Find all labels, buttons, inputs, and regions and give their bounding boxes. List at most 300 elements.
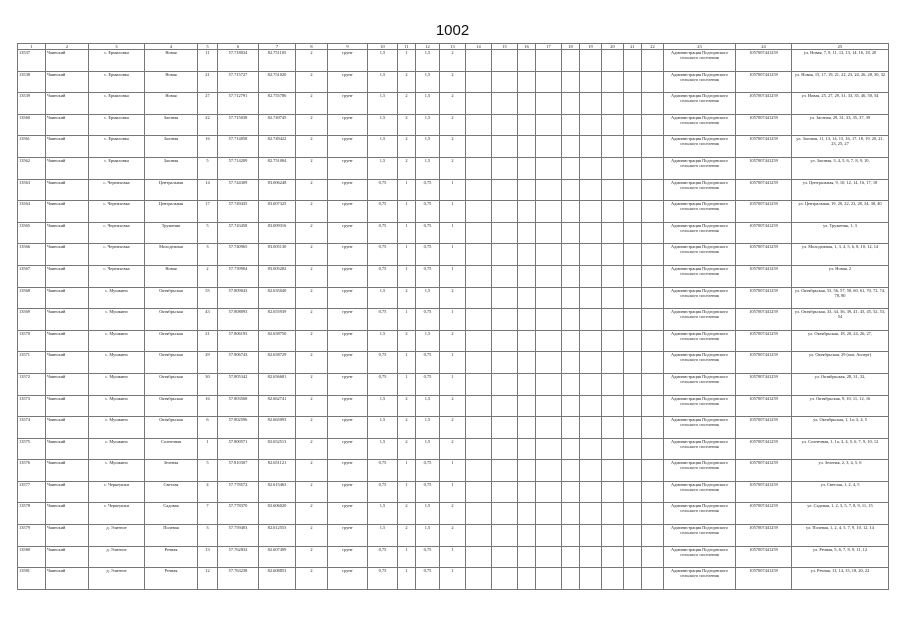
column-number-13: 13 (440, 44, 466, 50)
table-cell-col-4: Новая (145, 71, 198, 93)
table-cell-col-19 (580, 503, 602, 525)
table-cell-col-21 (624, 287, 642, 309)
table-cell-col-23: Администрация Подгорнского сельского поселения (664, 71, 736, 93)
table-cell-col-12: 0,75 (416, 460, 440, 482)
table-cell-col-11: 1 (398, 222, 416, 244)
table-cell-col-22 (642, 136, 664, 158)
table-cell-col-22 (642, 179, 664, 201)
table-cell-col-15 (492, 50, 518, 72)
column-number-10: 10 (368, 44, 398, 50)
table-cell-col-24: 1057007441259 (736, 244, 792, 266)
table-cell-col-20 (602, 503, 624, 525)
table-cell-col-14 (466, 373, 492, 395)
table-cell-col-5: 12 (198, 568, 218, 590)
table-cell-col-8: 2 (296, 395, 328, 417)
table-cell-col-23: Администрация Подгорнского сельского поселения (664, 265, 736, 287)
table-cell-col-17 (536, 114, 562, 136)
page-number: 1002 (435, 22, 470, 39)
table-cell-col-24: 1057007441259 (736, 481, 792, 503)
table-cell-col-9: грунт (328, 287, 368, 309)
table-cell-col-16 (518, 352, 536, 374)
table-cell-col-21 (624, 136, 642, 158)
table-cell-col-24: 1057007441259 (736, 525, 792, 547)
table-cell-col-13: 2 (440, 287, 466, 309)
table-cell-col-15 (492, 460, 518, 482)
table-cell-col-9: грунт (328, 222, 368, 244)
table-cell-col-13: 2 (440, 417, 466, 439)
table-cell-col-4: Октябрьская (145, 287, 198, 309)
table-cell-col-16 (518, 330, 536, 352)
table-cell-col-3: с. Мушкино (89, 438, 145, 460)
table-cell-col-21 (624, 179, 642, 201)
table-row (18, 330, 889, 352)
table-cell-col-21 (624, 546, 642, 568)
column-number-12: 12 (416, 44, 440, 50)
table-cell-col-15 (492, 114, 518, 136)
table-cell-col-18 (562, 157, 580, 179)
table-cell-col-24: 1057007441259 (736, 222, 792, 244)
table-cell-col-11: 1 (398, 179, 416, 201)
table-cell-col-20 (602, 546, 624, 568)
table-cell-col-12: 1,5 (416, 438, 440, 460)
table-cell-col-10: 1,5 (368, 114, 398, 136)
table-cell-col-23: Администрация Подгорнского сельского поселения (664, 309, 736, 331)
table-cell-col-3: с. Мушкино (89, 287, 145, 309)
table-cell-col-19 (580, 395, 602, 417)
table-cell-col-15 (492, 330, 518, 352)
table-cell-col-10: 1,5 (368, 50, 398, 72)
table-cell-col-25: ул. Новая, 25, 27, 29, 31, 33, 35, 46, 50, 54 (792, 93, 889, 115)
table-cell-col-9: грунт (328, 481, 368, 503)
table-cell-col-3: с. Ермиловка (89, 50, 145, 72)
table-cell-col-2: Чаинский (46, 568, 89, 590)
table-cell-col-8: 2 (296, 179, 328, 201)
table-cell-col-16 (518, 395, 536, 417)
table-cell-col-4: Молодежная (145, 244, 198, 266)
table-cell-col-2: Чаинский (46, 93, 89, 115)
table-cell-col-14 (466, 417, 492, 439)
table-cell-col-17 (536, 50, 562, 72)
table-cell-col-10: 0,75 (368, 201, 398, 223)
table-cell-col-14 (466, 50, 492, 72)
table-cell-col-12: 1,5 (416, 330, 440, 352)
table-cell-col-6: 57.763238 (218, 568, 259, 590)
table-cell-col-4: Заозная (145, 114, 198, 136)
table-cell-col-9: грунт (328, 525, 368, 547)
table-cell-col-19 (580, 222, 602, 244)
table-row (18, 287, 889, 309)
table-cell-col-5: 43 (198, 309, 218, 331)
table-cell-col-5: 11 (198, 50, 218, 72)
table-cell-col-13: 2 (440, 330, 466, 352)
table-cell-col-9: грунт (328, 157, 368, 179)
table-cell-col-3: с. Мушкино (89, 395, 145, 417)
table-cell-col-20 (602, 525, 624, 547)
table-cell-col-16 (518, 201, 536, 223)
table-cell-col-18 (562, 309, 580, 331)
table-cell-col-14 (466, 287, 492, 309)
table-cell-col-23: Администрация Подгорнского сельского поселения (664, 525, 736, 547)
table-row (18, 568, 889, 590)
table-cell-col-15 (492, 395, 518, 417)
table-cell-col-25: ул. Октябрьская, 28, 31, 32, (792, 373, 889, 395)
table-row (18, 460, 889, 482)
table-cell-col-11: 2 (398, 136, 416, 158)
table-cell-col-6: 57.778572 (218, 481, 259, 503)
table-cell-col-21 (624, 352, 642, 374)
table-cell-col-3: с. Мушкино (89, 330, 145, 352)
table-cell-col-25: ул. Октябрьская, 33, 34, 36, 39, 41, 43, 45, 52, 53, 54 (792, 309, 889, 331)
table-cell-col-15 (492, 136, 518, 158)
table-cell-col-25: ул. Полевая, 1, 2, 4, 5, 7, 9, 10, 12, 14 (792, 525, 889, 547)
table-cell-col-21 (624, 503, 642, 525)
table-cell-col-23: Администрация Подгорнского сельского поселения (664, 395, 736, 417)
table-cell-col-18 (562, 438, 580, 460)
table-cell-col-19 (580, 114, 602, 136)
table-cell-col-19 (580, 309, 602, 331)
table-cell-col-15 (492, 546, 518, 568)
table-cell-col-18 (562, 503, 580, 525)
table-cell-col-20 (602, 395, 624, 417)
table-cell-col-9: грунт (328, 438, 368, 460)
table-cell-col-21 (624, 373, 642, 395)
table-cell-col-1: 13577 (18, 481, 46, 503)
table-cell-col-6: 57.715727 (218, 71, 259, 93)
table-cell-col-13: 1 (440, 244, 466, 266)
table-cell-col-15 (492, 373, 518, 395)
table-cell-col-1: 13563 (18, 179, 46, 201)
table-cell-col-19 (580, 93, 602, 115)
column-number-20: 20 (602, 44, 624, 50)
table-cell-col-3: с. Черемховка (89, 201, 145, 223)
table-cell-col-25: ул. Новая, 15, 17, 19, 21, 22, 23, 24, 26, 28, 30, 32 (792, 71, 889, 93)
table-cell-col-18 (562, 50, 580, 72)
table-cell-col-18 (562, 373, 580, 395)
table-cell-col-22 (642, 373, 664, 395)
table-cell-col-16 (518, 265, 536, 287)
table-cell-col-10: 0,75 (368, 265, 398, 287)
table-cell-col-5: 1 (198, 438, 218, 460)
table-cell-col-17 (536, 244, 562, 266)
table-cell-col-2: Чаинский (46, 417, 89, 439)
table-cell-col-14 (466, 71, 492, 93)
table-cell-col-25: ул. Речная, 5, 6, 7, 8, 9, 11, 12 (792, 546, 889, 568)
column-number-14: 14 (466, 44, 492, 50)
table-cell-col-16 (518, 546, 536, 568)
table-cell-col-22 (642, 438, 664, 460)
table-cell-col-7: 82.608853 (259, 568, 296, 590)
table-cell-col-12: 0,75 (416, 222, 440, 244)
table-cell-col-2: Чаинский (46, 244, 89, 266)
table-cell-col-21 (624, 438, 642, 460)
table-cell-col-5: 7 (198, 503, 218, 525)
table-cell-col-2: Чаинский (46, 438, 89, 460)
table-cell-col-4: Новая (145, 50, 198, 72)
column-number-9: 9 (328, 44, 368, 50)
table-cell-col-2: Чаинский (46, 373, 89, 395)
table-cell-col-24: 1057007441259 (736, 201, 792, 223)
table-cell-col-6: 57.744309 (218, 179, 259, 201)
table-cell-col-24: 1057007441259 (736, 114, 792, 136)
table-cell-col-10: 1,5 (368, 287, 398, 309)
table-cell-col-16 (518, 481, 536, 503)
table-cell-col-25: ул. Октябрьская, 1, 1а, 3, 4, 5 (792, 417, 889, 439)
table-cell-col-8: 2 (296, 136, 328, 158)
table-cell-col-21 (624, 114, 642, 136)
table-cell-col-3: с. Черемховка (89, 244, 145, 266)
table-cell-col-19 (580, 157, 602, 179)
table-cell-col-11: 1 (398, 50, 416, 72)
column-number-7: 7 (259, 44, 296, 50)
table-cell-col-23: Администрация Подгорнского сельского поселения (664, 373, 736, 395)
table-cell-col-17 (536, 201, 562, 223)
table-cell-col-14 (466, 265, 492, 287)
table-cell-col-1: 13564 (18, 201, 46, 223)
table-row (18, 395, 889, 417)
table-cell-col-24: 1057007441259 (736, 71, 792, 93)
table-row (18, 546, 889, 568)
table-cell-col-8: 2 (296, 330, 328, 352)
table-cell-col-22 (642, 525, 664, 547)
table-cell-col-14 (466, 546, 492, 568)
table-cell-col-24: 1057007441259 (736, 330, 792, 352)
table-cell-col-18 (562, 481, 580, 503)
column-number-25: 25 (792, 44, 889, 50)
column-number-6: 6 (218, 44, 259, 50)
table-cell-col-21 (624, 222, 642, 244)
table-cell-col-3: с. Мушкино (89, 373, 145, 395)
table-cell-col-15 (492, 71, 518, 93)
table-cell-col-12: 1,5 (416, 50, 440, 72)
table-cell-col-7: 82.749745 (259, 114, 296, 136)
table-cell-col-21 (624, 93, 642, 115)
table-cell-col-23: Администрация Подгорнского сельского поселения (664, 417, 736, 439)
table-cell-col-23: Администрация Подгорнского сельского поселения (664, 136, 736, 158)
table-cell-col-18 (562, 525, 580, 547)
table-cell-col-5: 55 (198, 287, 218, 309)
table-cell-col-14 (466, 179, 492, 201)
table-cell-col-18 (562, 330, 580, 352)
table-cell-col-3: с. Мушкино (89, 309, 145, 331)
table-cell-col-7: 82.615463 (259, 481, 296, 503)
table-cell-col-16 (518, 71, 536, 93)
table-cell-col-12: 0,75 (416, 546, 440, 568)
table-cell-col-1: 13537 (18, 50, 46, 72)
table-cell-col-22 (642, 244, 664, 266)
registry-table (17, 43, 889, 590)
table-cell-col-22 (642, 568, 664, 590)
table-cell-col-21 (624, 330, 642, 352)
table-cell-col-12: 0,75 (416, 373, 440, 395)
table-cell-col-16 (518, 136, 536, 158)
table-cell-col-13: 2 (440, 71, 466, 93)
table-cell-col-3: с. Ермиловка (89, 114, 145, 136)
table-cell-col-10: 0,75 (368, 546, 398, 568)
table-cell-col-19 (580, 373, 602, 395)
table-cell-col-20 (602, 71, 624, 93)
table-cell-col-17 (536, 481, 562, 503)
table-cell-col-8: 2 (296, 460, 328, 482)
table-cell-col-20 (602, 136, 624, 158)
column-number-3: 3 (89, 44, 145, 50)
table-cell-col-14 (466, 309, 492, 331)
table-cell-col-9: грунт (328, 373, 368, 395)
table-cell-col-1: 13579 (18, 525, 46, 547)
table-cell-col-4: Центральная (145, 201, 198, 223)
table-row (18, 438, 889, 460)
table-cell-col-9: грунт (328, 136, 368, 158)
table-cell-col-11: 1 (398, 352, 416, 374)
table-cell-col-12: 1,5 (416, 395, 440, 417)
column-number-18: 18 (562, 44, 580, 50)
table-cell-col-17 (536, 330, 562, 352)
table-cell-col-6: 57.718034 (218, 50, 259, 72)
table-cell-col-25: ул. Светлая, 1, 2, 4, 5 (792, 481, 889, 503)
table-cell-col-12: 1,5 (416, 136, 440, 158)
table-cell-col-20 (602, 93, 624, 115)
table-cell-col-19 (580, 352, 602, 374)
table-cell-col-24: 1057007441259 (736, 309, 792, 331)
table-cell-col-15 (492, 287, 518, 309)
table-cell-col-5: 3 (198, 525, 218, 547)
table-cell-col-10: 0,75 (368, 179, 398, 201)
table-cell-col-18 (562, 460, 580, 482)
table-cell-col-1: 13576 (18, 460, 46, 482)
table-cell-col-12: 1,5 (416, 503, 440, 525)
table-cell-col-20 (602, 201, 624, 223)
table-cell-col-5: 30 (198, 373, 218, 395)
table-cell-col-1: 13539 (18, 93, 46, 115)
table-cell-col-21 (624, 50, 642, 72)
table-cell-col-21 (624, 481, 642, 503)
table-cell-col-8: 2 (296, 222, 328, 244)
table-cell-col-16 (518, 222, 536, 244)
table-cell-col-11: 1 (398, 481, 416, 503)
table-cell-col-5: 14 (198, 179, 218, 201)
table-cell-col-7: 82.652513 (259, 438, 296, 460)
table-cell-col-15 (492, 525, 518, 547)
table-cell-col-13: 2 (440, 395, 466, 417)
table-cell-col-6: 57.759403 (218, 525, 259, 547)
table-cell-col-8: 2 (296, 265, 328, 287)
table-cell-col-7: 82.607499 (259, 546, 296, 568)
table-cell-col-23: Администрация Подгорнского сельского поселения (664, 201, 736, 223)
table-cell-col-25: ул. Садовая, 1, 2, 3, 5, 7, 8, 9, 11, 15 (792, 503, 889, 525)
table-cell-col-2: Чаинский (46, 136, 89, 158)
table-cell-col-1: 13578 (18, 503, 46, 525)
table-cell-col-8: 2 (296, 50, 328, 72)
table-cell-col-10: 0,75 (368, 481, 398, 503)
column-number-24: 24 (736, 44, 792, 50)
table-cell-col-10: 1,5 (368, 503, 398, 525)
table-cell-col-7: 82.651121 (259, 460, 296, 482)
table-cell-col-2: Чаинский (46, 71, 89, 93)
table-cell-col-22 (642, 201, 664, 223)
table-cell-col-20 (602, 265, 624, 287)
table-cell-col-20 (602, 481, 624, 503)
table-cell-col-4: Октябрьская (145, 352, 198, 374)
table-cell-col-19 (580, 417, 602, 439)
table-cell-col-13: 2 (440, 525, 466, 547)
table-cell-col-10: 1,5 (368, 395, 398, 417)
table-cell-col-3: с. Ермиловка (89, 157, 145, 179)
table-cell-col-23: Администрация Подгорнского сельского поселения (664, 244, 736, 266)
table-cell-col-5: 16 (198, 395, 218, 417)
column-number-21: 21 (624, 44, 642, 50)
table-cell-col-15 (492, 438, 518, 460)
table-cell-col-6: 57.749435 (218, 201, 259, 223)
table-cell-col-16 (518, 309, 536, 331)
table-cell-col-2: Чаинский (46, 265, 89, 287)
table-cell-col-7: 82.612553 (259, 525, 296, 547)
table-row (18, 309, 889, 331)
table-cell-col-19 (580, 525, 602, 547)
table-cell-col-4: Октябрьская (145, 309, 198, 331)
table-cell-col-10: 1,5 (368, 157, 398, 179)
table-cell-col-16 (518, 568, 536, 590)
table-cell-col-17 (536, 525, 562, 547)
table-cell-col-21 (624, 157, 642, 179)
table-cell-col-11: 2 (398, 438, 416, 460)
table-cell-col-17 (536, 179, 562, 201)
table-cell-col-10: 1,5 (368, 71, 398, 93)
table-cell-col-19 (580, 287, 602, 309)
table-cell-col-9: грунт (328, 309, 368, 331)
table-cell-col-13: 1 (440, 309, 466, 331)
table-cell-col-20 (602, 373, 624, 395)
table-cell-col-7: 82.658729 (259, 352, 296, 374)
table-cell-col-3: с. Черемховка (89, 222, 145, 244)
table-cell-col-16 (518, 50, 536, 72)
table-cell-col-7: 82.751105 (259, 50, 296, 72)
table-cell-col-11: 2 (398, 93, 416, 115)
table-cell-col-7: 82.755786 (259, 93, 296, 115)
table-cell-col-15 (492, 201, 518, 223)
table-cell-col-18 (562, 265, 580, 287)
table-cell-col-14 (466, 157, 492, 179)
table-cell-col-20 (602, 222, 624, 244)
table-cell-col-15 (492, 179, 518, 201)
table-cell-col-8: 2 (296, 525, 328, 547)
table-cell-col-25: ул. Центральная, 9, 10, 12, 14, 16, 17, 18 (792, 179, 889, 201)
table-cell-col-8: 2 (296, 201, 328, 223)
table-cell-col-20 (602, 244, 624, 266)
table-cell-col-5: 2 (198, 265, 218, 287)
table-cell-col-23: Администрация Подгорнского сельского поселения (664, 50, 736, 72)
table-cell-col-17 (536, 287, 562, 309)
table-cell-col-11: 2 (398, 417, 416, 439)
table-cell-col-10: 0,75 (368, 222, 398, 244)
table-cell-col-22 (642, 503, 664, 525)
table-cell-col-22 (642, 330, 664, 352)
table-cell-col-14 (466, 525, 492, 547)
table-cell-col-18 (562, 179, 580, 201)
table-cell-col-25: ул. Октябрьская, 9, 10, 11, 12, 16 (792, 395, 889, 417)
table-cell-col-19 (580, 201, 602, 223)
table-cell-col-8: 2 (296, 568, 328, 590)
table-cell-col-19 (580, 265, 602, 287)
table-cell-col-21 (624, 395, 642, 417)
table-cell-col-25: ул. Октябрьская, 53, 56, 57, 58, 60, 61, 70, 72, 74, 78, 80 (792, 287, 889, 309)
table-cell-col-25: ул. Новая, 2 (792, 265, 889, 287)
table-cell-col-2: Чаинский (46, 352, 89, 374)
table-cell-col-1: 13574 (18, 417, 46, 439)
table-cell-col-6: 57.714209 (218, 157, 259, 179)
table-cell-col-4: Садовая (145, 503, 198, 525)
table-cell-col-4: Новая (145, 93, 198, 115)
table-row (18, 352, 889, 374)
table-cell-col-23: Администрация Подгорнского сельского поселения (664, 93, 736, 115)
